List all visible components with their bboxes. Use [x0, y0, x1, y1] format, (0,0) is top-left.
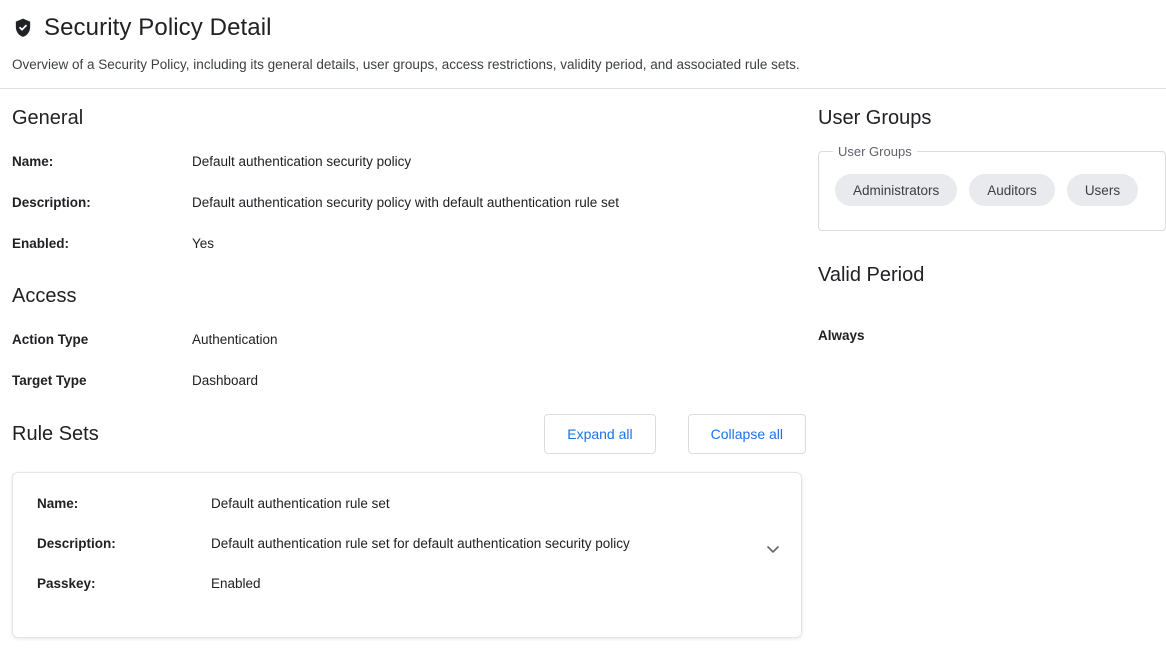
detail-label: Enabled: — [12, 236, 70, 251]
detail-value: Default authentication security policy with default authentication rule set — [192, 195, 619, 210]
user-groups-section-title: User Groups — [818, 107, 932, 129]
left-column — [0, 89, 806, 638]
rule-set-card[interactable] — [12, 472, 802, 638]
detail-value: Enabled — [211, 576, 261, 591]
general-section-title: General — [12, 107, 84, 129]
user-group-chip[interactable]: Auditors — [969, 174, 1055, 206]
access-section-title: Access — [12, 285, 77, 307]
detail-row — [37, 495, 777, 513]
user-groups-legend: User Groups — [833, 143, 917, 161]
user-groups-fieldset — [818, 144, 1166, 231]
detail-value: Default authentication rule set for default authentication security policy — [211, 536, 630, 551]
access-details — [12, 331, 806, 390]
detail-label: Name: — [12, 154, 54, 169]
detail-label: Passkey: — [37, 576, 96, 591]
detail-row — [12, 331, 806, 349]
detail-value: Yes — [192, 236, 215, 251]
detail-row — [12, 153, 806, 171]
rule-sets-header — [12, 406, 806, 462]
valid-period-value: Always — [818, 328, 865, 343]
user-group-chip[interactable]: Administrators — [835, 174, 957, 206]
page-header — [0, 0, 1166, 74]
detail-row — [37, 575, 777, 593]
general-details — [12, 153, 806, 253]
detail-value: Dashboard — [192, 373, 259, 388]
title-row — [12, 14, 1154, 42]
page-title: Security Policy Detail — [44, 14, 272, 41]
valid-period-section-title: Valid Period — [818, 264, 925, 286]
right-column — [806, 89, 1166, 638]
detail-label: Action Type — [12, 332, 89, 347]
detail-row — [12, 372, 806, 390]
detail-label: Target Type — [12, 373, 87, 388]
shield-check-icon — [12, 16, 34, 40]
user-groups-chip-list — [835, 174, 1149, 206]
detail-row — [12, 235, 806, 253]
page-subtitle: Overview of a Security Policy, including its general details, user groups, access restrictions, validity period, and associated rule sets. — [12, 57, 800, 72]
rule-sets-title: Rule Sets — [12, 422, 99, 445]
detail-value: Default authentication rule set — [211, 496, 390, 511]
detail-row — [12, 194, 806, 212]
detail-row — [37, 535, 777, 553]
rule-sets-actions — [544, 414, 806, 454]
detail-value: Default authentication security policy — [192, 154, 412, 169]
chevron-down-icon[interactable] — [763, 539, 783, 559]
detail-label: Description: — [37, 536, 116, 551]
collapse-all-button[interactable]: Collapse all — [688, 414, 806, 454]
detail-value: Authentication — [192, 332, 278, 347]
main-columns — [0, 89, 1166, 638]
expand-all-button[interactable]: Expand all — [544, 414, 655, 454]
user-group-chip[interactable]: Users — [1067, 174, 1138, 206]
detail-label: Name: — [37, 496, 79, 511]
detail-label: Description: — [12, 195, 91, 210]
